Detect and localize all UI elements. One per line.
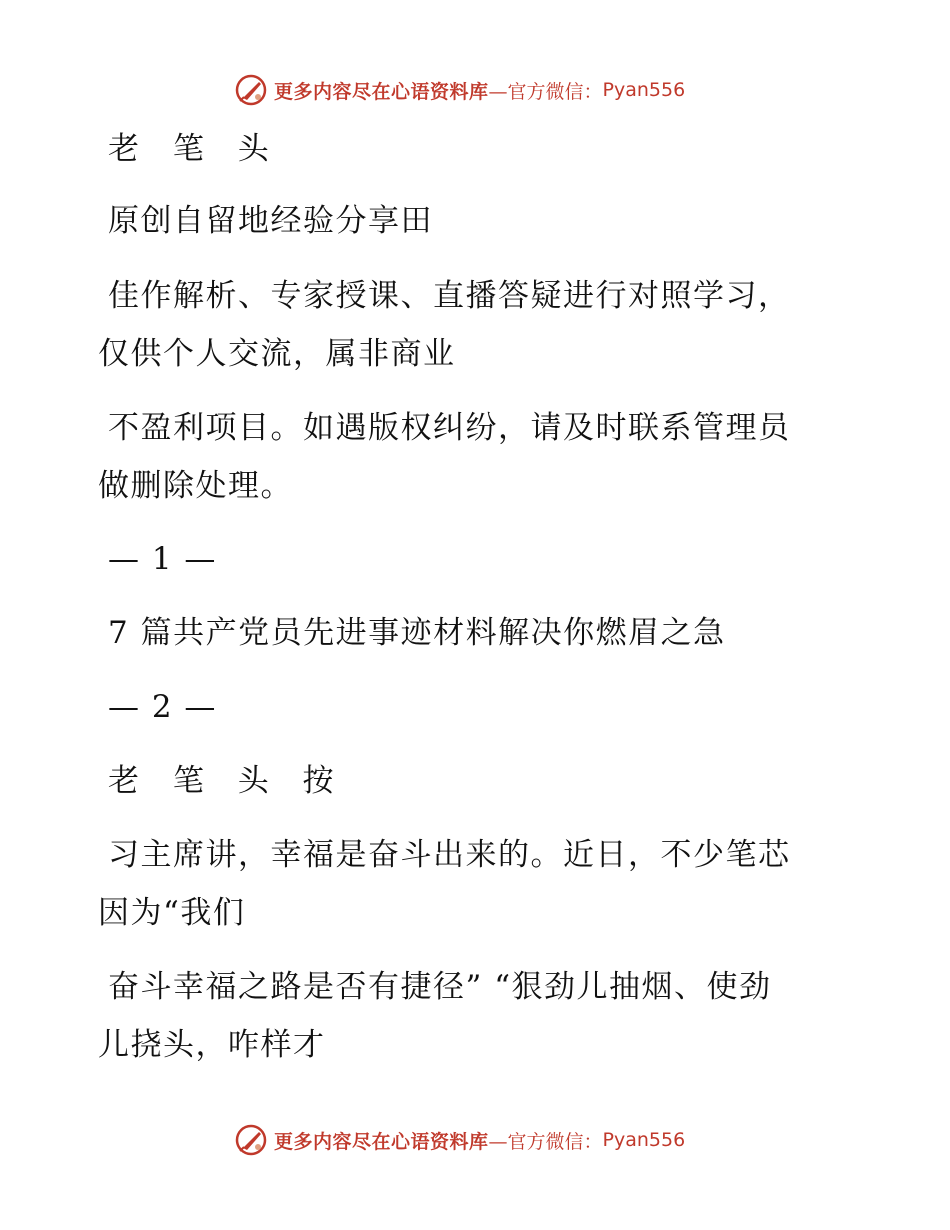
- doc-line-4: 仅供个人交流，属非商业: [98, 336, 456, 372]
- banner-wechat-id: Pyan556: [602, 1129, 686, 1151]
- banner-wechat-id: Pyan556: [602, 79, 686, 101]
- quill-pen-logo-icon: [234, 73, 268, 107]
- page-number-1: — 1 —: [108, 541, 217, 577]
- doc-line-12: 因为“我们: [98, 895, 246, 931]
- page-number-2: — 2 —: [108, 689, 217, 725]
- banner-main-text: 更多内容尽在心语资料库: [274, 80, 489, 103]
- footer-watermark-banner: [234, 1120, 685, 1160]
- doc-line-3: 佳作解析、专家授课、直播答疑进行对照学习，: [108, 278, 791, 314]
- doc-line-5: 不盈利项目。如遇版权纠纷，请及时联系管理员: [108, 410, 791, 446]
- banner-dash-text: —官方微信：: [488, 80, 603, 103]
- doc-line-13: 奋斗幸福之路是否有捷径” “狠劲儿抽烟、使劲: [108, 969, 772, 1005]
- doc-line-6: 做删除处理。: [98, 468, 293, 504]
- quill-pen-logo-icon: [234, 1123, 268, 1157]
- header-watermark-banner: [234, 70, 685, 110]
- doc-line-14: 儿挠头，咋样才: [98, 1027, 326, 1063]
- banner-dash-text: —官方微信：: [488, 1130, 603, 1153]
- doc-line-title: 老 笔 头: [108, 131, 281, 167]
- doc-line-heading: 7 篇共产党员先进事迹材料解决你燃眉之急: [108, 615, 726, 651]
- doc-line-subtitle: 原创自留地经验分享田: [108, 203, 433, 239]
- banner-main-text: 更多内容尽在心语资料库: [274, 1130, 489, 1153]
- doc-line-section-title: 老 笔 头 按: [108, 763, 346, 799]
- doc-line-11: 习主席讲，幸福是奋斗出来的。近日，不少笔芯: [108, 837, 791, 873]
